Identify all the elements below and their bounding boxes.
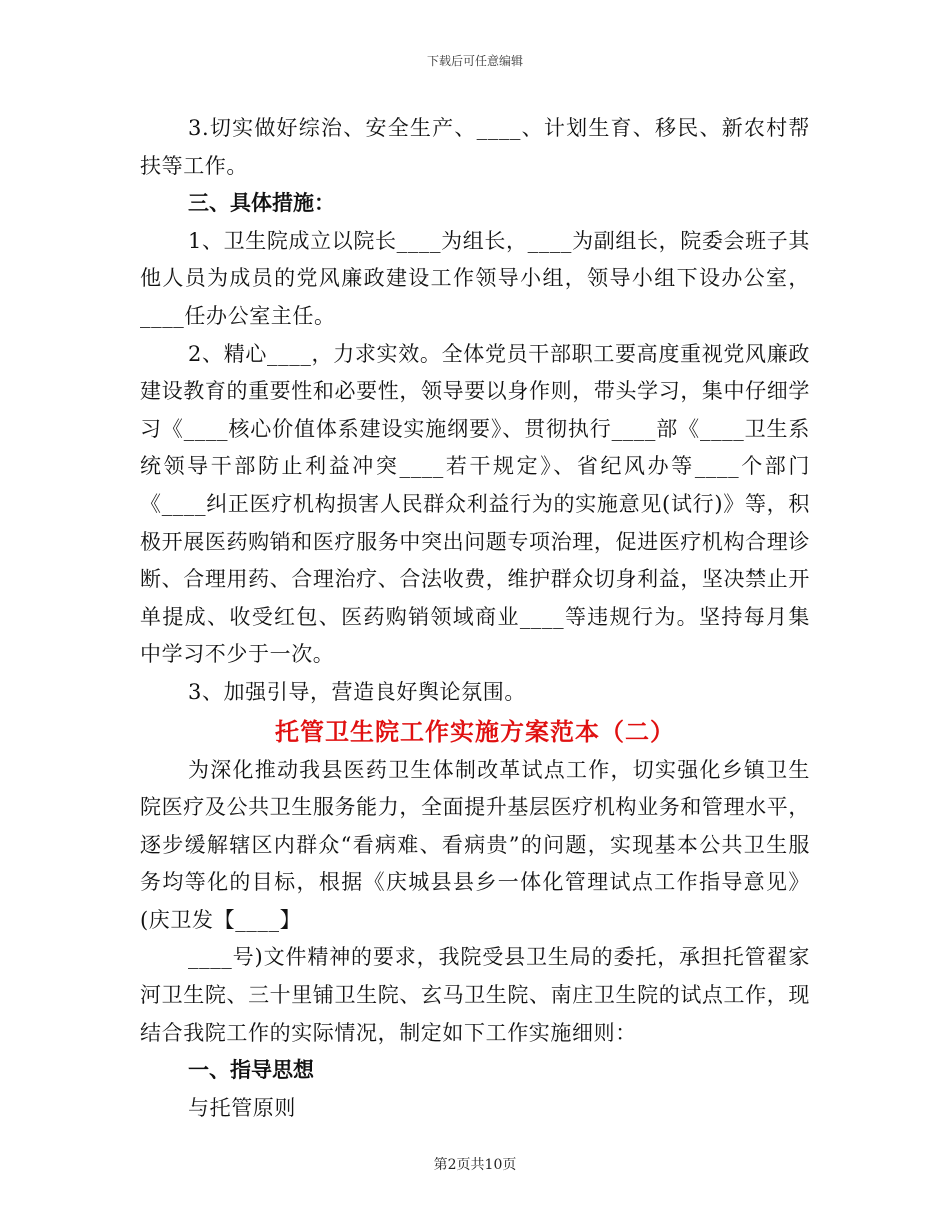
paragraph-measure-3: 3、加强引导，营造良好舆论氛围。 <box>188 679 526 704</box>
document-title: 托管卫生院工作实施方案范本（二） <box>275 717 675 746</box>
section-heading-guiding: 一、指导思想 <box>188 1058 314 1083</box>
section-heading-measures: 三、具体措施： <box>188 191 335 216</box>
paragraph-measure-2: 2、精心____，力求实效。全体党员干部职工要高度重视党风廉政建设教育的重要性和必要性，领导要以身作则，带头学习，集中仔细学习《____核心价值体系建设实施纲要》、贯彻执行____部《____卫生系统领导干部防止利益冲突____若干规定》、省纪风办等____个部门《____纠正医疗机构损害人民群众利益行为的实施意见(试行)》等，积极开展医药购销和医疗服务中突出问题专项治理，促进医疗机构合理诊断、合理用药、合理治疗、合法收费，维护群众切身利益，坚决禁止开单提成、收受红包、医药购销领域商业____等违规行为。坚持每月集中学习不少于一次。 <box>140 341 810 667</box>
page-header: 下载后可任意编辑 <box>426 54 523 68</box>
paragraph-intro-cont: ____号)文件精神的要求，我院受县卫生局的委托，承担托管翟家河卫生院、三十里铺卫生院、玄马卫生院、南庄卫生院的试点工作，现结合我院工作的实际情况，制定如下工作实施细则： <box>140 945 810 1045</box>
document-body <box>140 110 810 1127</box>
paragraph-principle: 与托管原则 <box>188 1095 296 1120</box>
paragraph-intro: 为深化推动我县医药卫生体制改革试点工作，切实强化乡镇卫生院医疗及公共卫生服务能力，全面提升基层医疗机构业务和管理水平，逐步缓解辖区内群众“看病难、看病贵”的问题，实现基本公共卫生服务均等化的目标，根据《庆城县县乡一体化管理试点工作指导意见》(庆卫发【____】 <box>140 757 810 932</box>
page-footer: 第2页共10页 <box>433 1157 517 1173</box>
paragraph-measure-1: 1、卫生院成立以院长____为组长，____为副组长，院委会班子其他人员为成员的党风廉政建设工作领导小组，领导小组下设办公室，____任办公室主任。 <box>140 228 810 328</box>
paragraph-item-3: 3.切实做好综治、安全生产、____、计划生育、移民、新农村帮扶等工作。 <box>140 116 810 178</box>
